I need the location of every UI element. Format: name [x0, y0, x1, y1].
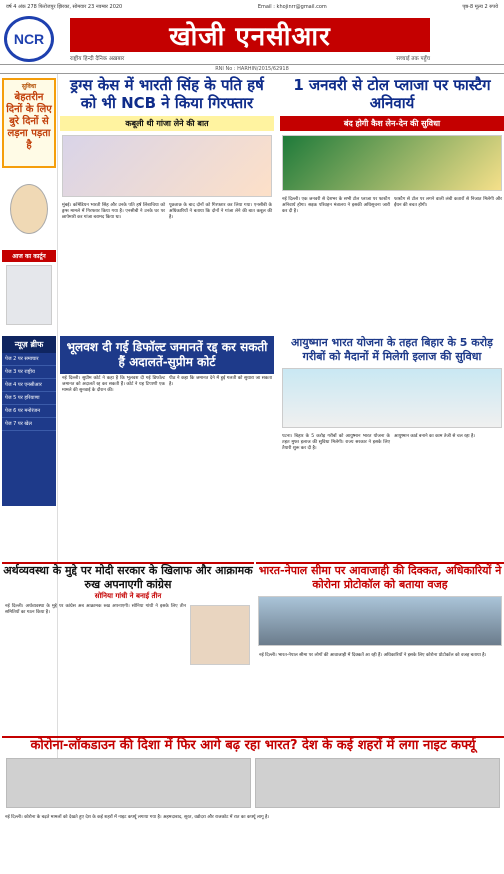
article-body: मुंबई। कॉमेडियन भारती सिंह और उनके पति हर्ष लिंबाचिया को ड्रग्स मामले में गिरफ्तार किया गया है। एनसीबी ने उनके घर पर छापेमारी कर गांजा बरामद किया था। — [62, 203, 165, 220]
article-headline: ड्रग्स केस में भारती सिंह के पति हर्ष को भी NCB ने किया गिरफ्तार — [70, 76, 264, 112]
article-subheading: बंद होगी कैश लेन-देन की सुविधा — [280, 116, 504, 131]
suvidha-quote: बेहतरीन दिनों के लिए बुरे दिनों से लड़ना पड़ता है — [6, 92, 52, 151]
article-ncb-arrest[interactable] — [60, 76, 274, 332]
news-brief-item[interactable]: पेज 5 पर हरियाणा — [2, 392, 56, 405]
news-brief-item[interactable]: पेज 6 पर मनोरंजन — [2, 405, 56, 418]
article-body: पटना। बिहार के 5 करोड़ गरीबों को आयुष्मान भारत योजना के तहत मुफ्त इलाज की सुविधा मिलेगी। राज्य सरकार ने इसके लिए तैयारी शुरू कर दी है। — [282, 434, 390, 451]
article-body: नई दिल्ली। सुप्रीम कोर्ट ने कहा है कि भूलवश दी गई डिफॉल्ट जमानत को अदालतें रद्द कर सकती हैं। कोर्ट ने यह टिप्पणी एक मामले की सुनवाई के दौरान की। — [62, 376, 165, 393]
article-columns — [280, 195, 504, 217]
article-columns — [280, 432, 504, 454]
hospital-photo — [282, 368, 502, 428]
news-brief-heading: न्यूज़ ब्रीफ — [2, 336, 56, 353]
article-night-curfew[interactable] — [2, 736, 504, 874]
tagline-right: सच्चाई तक पहुँच — [396, 56, 430, 62]
article-ayushman[interactable] — [280, 336, 504, 558]
email-text[interactable]: Email : khojinrr@gmail.com — [257, 4, 327, 10]
news-brief-item[interactable]: पेज 2 पर समाचार — [2, 353, 56, 366]
article-columns — [60, 374, 274, 396]
newspaper-title: खोजी एनसीआर — [70, 18, 430, 52]
cartoon-heading: आज का कार्टून — [2, 250, 56, 262]
suvidha-box — [2, 78, 56, 168]
article-body: नई दिल्ली। कोरोना के बढ़ते मामलों को देखते हुए देश के कई शहरों में नाइट कर्फ्यू लगाया गया है। अहमदाबाद, सूरत, वडोदरा और राजकोट में रात का कर्फ्यू लागू है। — [5, 815, 270, 820]
cartoon-image — [6, 265, 52, 325]
issue-info-bar — [0, 0, 504, 14]
news-brief-item[interactable]: पेज 3 पर राष्ट्रीय — [2, 366, 56, 379]
article-body: पूछताछ के बाद दोनों को गिरफ्तार कर लिया गया। एनसीबी के अधिकारियों ने बताया कि दोनों ने गांजा लेने की बात कबूल की है। — [169, 203, 272, 220]
masthead — [0, 14, 504, 64]
article-photo — [62, 135, 272, 197]
news-brief-item[interactable]: पेज 7 पर खेल — [2, 418, 56, 431]
article-headline: भूलवश दी गई डिफॉल्ट जमानतें रद्द कर सकती हैं अदालतें-सुप्रीम कोर्ट — [60, 336, 274, 374]
article-congress[interactable] — [2, 562, 254, 732]
article-india-nepal[interactable] — [256, 562, 504, 732]
article-headline: 1 जनवरी से टोल प्लाजा पर फास्टैग अनिवार्य — [293, 76, 491, 112]
article-byline: सोनिया गांधी ने बनाई तीन — [94, 592, 162, 600]
article-body: नई दिल्ली। भारत-नेपाल सीमा पर लोगों की आवाजाही में दिक्कतें आ रही हैं। अधिकारियों ने इसके लिए कोरोना प्रोटोकॉल को वजह बताया है। — [259, 653, 487, 658]
article-headline: आयुष्मान भारत योजना के तहत बिहार के 5 करोड़ गरीबों को मैदानों में मिलेगी इलाज की सुविधा — [291, 336, 493, 363]
article-headline: भारत-नेपाल सीमा पर आवाजाही की दिक्कत, अधिकारियों ने कोरोना प्रोटोकॉल को बताया वजह — [258, 564, 502, 591]
issue-info: वर्ष 4 अंक 278 फिरोजपुर झिरका, सोमवार 23 नवम्बर 2020 — [6, 4, 123, 10]
article-body: नई दिल्ली। एक जनवरी से देशभर के सभी टोल प्लाजा पर फास्टैग अनिवार्य होगा। सड़क परिवहन मंत्रालय ने इसकी अधिसूचना जारी कर दी है। — [282, 197, 390, 214]
news-brief-box — [2, 336, 56, 506]
tagline-left: राष्ट्रीय हिन्दी दैनिक अख़बार — [70, 56, 125, 62]
fastag-photo — [282, 135, 502, 191]
article-fastag[interactable] — [280, 76, 504, 332]
curfew-photo — [255, 758, 500, 808]
rni-number: RNI No : HARHIN/2015/62918 — [0, 64, 504, 74]
article-body: पीठ ने कहा कि जमानत देने में हुई गलती को सुधारा जा सकता है। — [169, 376, 272, 387]
logo-text: NCR — [13, 31, 45, 47]
article-supreme-court[interactable] — [60, 336, 274, 558]
article-columns — [60, 201, 274, 223]
cartoon-face-image — [10, 184, 48, 234]
article-body: नई दिल्ली। अर्थव्यवस्था के मुद्दे पर कांग्रेस अब आक्रामक रुख अपनाएगी। सोनिया गांधी ने इसके लिए तीन समितियों का गठन किया है। — [5, 604, 186, 615]
border-photo — [258, 596, 502, 646]
ncr-logo — [4, 16, 54, 62]
article-banner: कबूली थी गांजा लेने की बात — [60, 116, 274, 131]
curfew-photo — [6, 758, 251, 808]
article-body: आयुष्मान कार्ड बनाने का काम तेजी से चल रहा है। — [394, 434, 476, 439]
page-price: पृष्ठ-8 मूल्य 2 रुपये — [462, 4, 498, 10]
article-body: फास्टैग से टोल पर लगने वाली लंबी कतारों से निजात मिलेगी और ईंधन की बचत होगी। — [394, 197, 502, 208]
tagline-row — [70, 54, 430, 64]
article-headline: अर्थव्यवस्था के मुद्दे पर मोदी सरकार के खिलाफ और आक्रामक रुख अपनाएगी कांग्रेस — [3, 564, 253, 591]
suvidha-heading: सुविधा — [21, 83, 37, 90]
cartoon-box — [2, 250, 56, 330]
curfew-photos — [2, 754, 504, 812]
news-brief-item[interactable]: पेज 4 पर एनसीआर — [2, 379, 56, 392]
article-headline: कोरोना-लॉकडाउन की दिशा में फिर आगे बढ़ रहा भारत? देश के कई शहरों में लगा नाइट कर्फ्यू — [30, 738, 476, 753]
sonia-gandhi-photo — [190, 605, 250, 665]
